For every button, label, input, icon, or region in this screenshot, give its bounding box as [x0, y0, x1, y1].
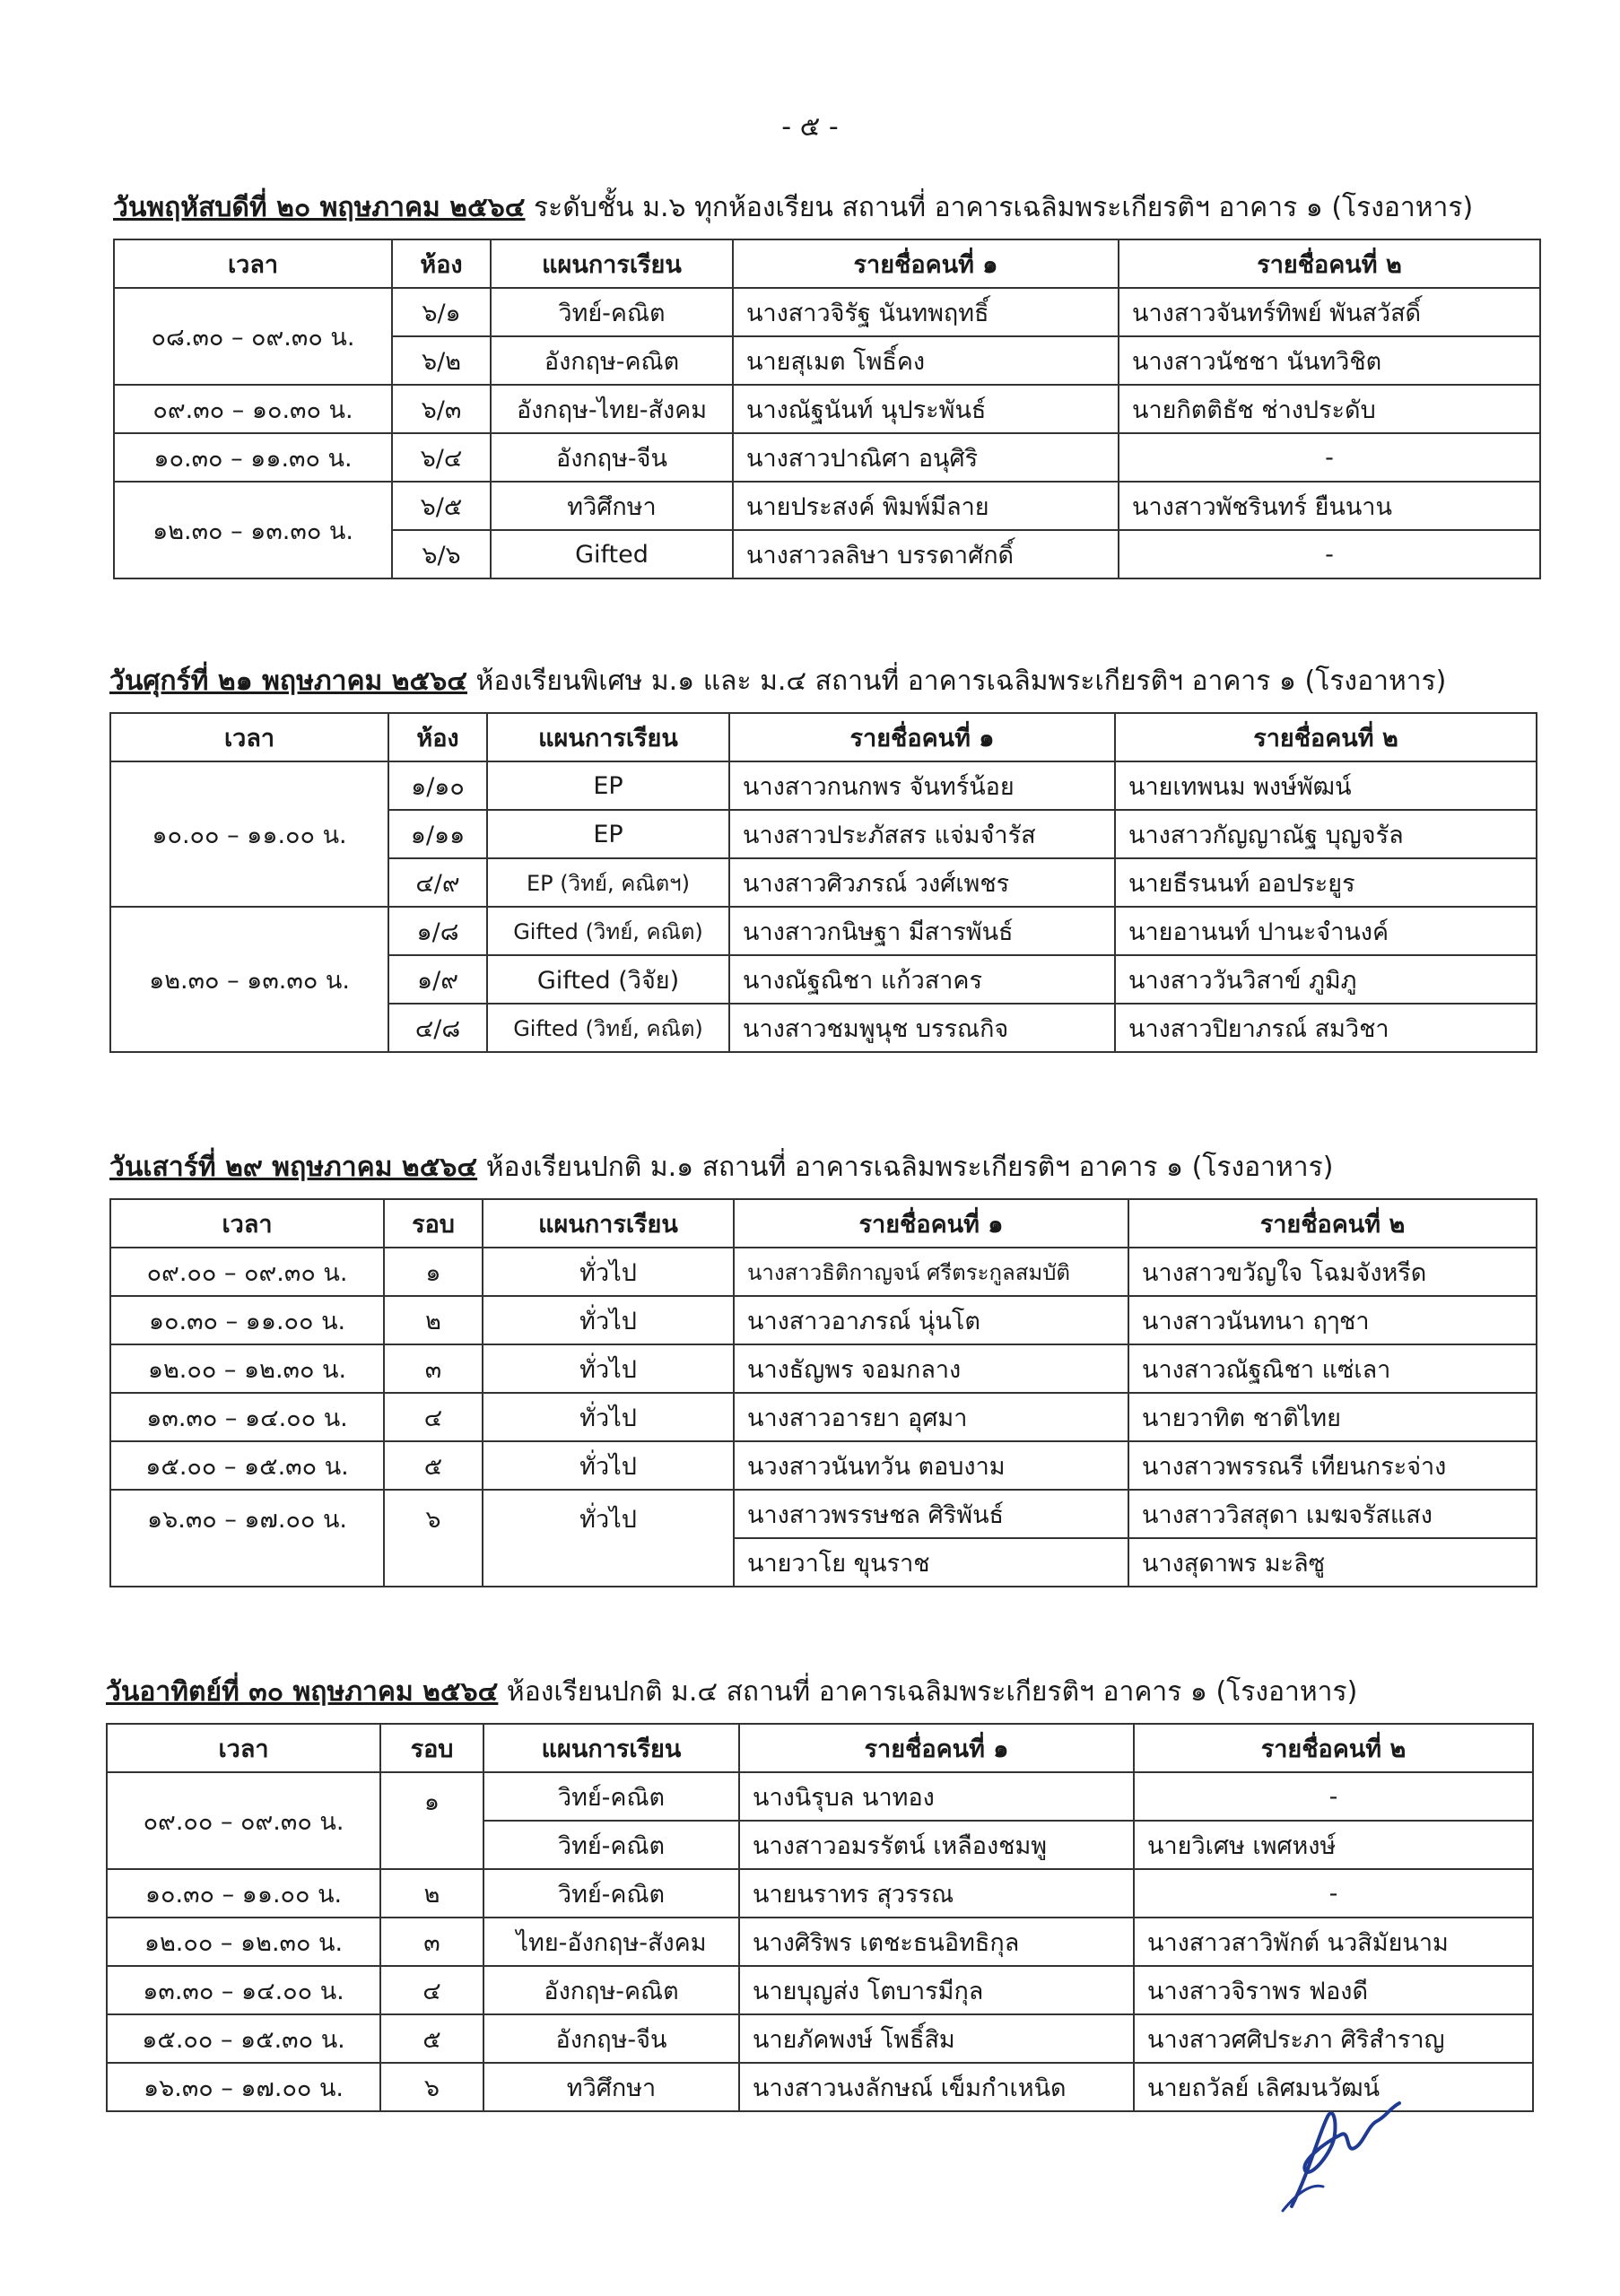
table-row	[114, 482, 1540, 530]
room-cell: ๖/๓	[392, 385, 491, 433]
column-header-person-2: รายชื่อคนที่ ๒	[1119, 239, 1540, 288]
person-1-cell: นายวาโย ขุนราช	[734, 1538, 1128, 1587]
round-cell: ๒	[384, 1296, 483, 1344]
program-cell: วิทย์-คณิต	[483, 1772, 739, 1821]
program-cell: อังกฤษ-จีน	[491, 433, 733, 482]
person-1-cell: นางสาวลลิษา บรรดาศักดิ์	[733, 530, 1119, 578]
round-cell: ๕	[380, 2014, 483, 2063]
column-header-program: แผนการเรียน	[487, 713, 729, 761]
person-1-cell: นางสาวพรรษชล ศิริพันธ์	[734, 1490, 1128, 1538]
round-cell: ๖	[380, 2063, 483, 2111]
column-header-person-2: รายชื่อคนที่ ๒	[1134, 1724, 1533, 1772]
round-cell: ๕	[384, 1441, 483, 1490]
table-row	[107, 2014, 1533, 2063]
table-row	[110, 1490, 1537, 1538]
round-cell: ๒	[380, 1869, 483, 1918]
table-row	[110, 761, 1537, 810]
person-1-cell: นายนราทร สุวรรณ	[739, 1869, 1134, 1918]
program-cell: อังกฤษ-ไทย-สังคม	[491, 385, 733, 433]
table-row	[107, 1772, 1533, 1821]
program-cell: EP (วิทย์, คณิตฯ)	[487, 858, 729, 907]
person-2-cell: นายอานนท์ ปานะจำนงค์	[1115, 907, 1537, 955]
person-2-cell: นายถวัลย์ เลิศมนวัฒน์	[1134, 2063, 1533, 2111]
person-2-cell: นายเทพนม พงษ์พัฒน์	[1115, 761, 1537, 810]
person-1-cell: นางสาวอมรรัตน์ เหลืองชมพู	[739, 1821, 1134, 1869]
program-cell: ทวิศึกษา	[491, 482, 733, 530]
time-cell: ๐๘.๓๐ – ๐๙.๓๐ น.	[114, 288, 392, 385]
program-cell: ทั่วไป	[483, 1248, 734, 1296]
table-row	[110, 1344, 1537, 1393]
person-1-cell: นางสาวอารยา อุศมา	[734, 1393, 1128, 1441]
person-2-cell: -	[1134, 1869, 1533, 1918]
person-1-cell: นายสุเมต โพธิ์คง	[733, 336, 1119, 385]
column-header-round: รอบ	[384, 1199, 483, 1248]
time-cell: ๑๐.๓๐ – ๑๑.๐๐ น.	[107, 1869, 380, 1918]
person-1-cell: นางนิรุบล นาทอง	[739, 1772, 1134, 1821]
room-cell: ๖/๒	[392, 336, 491, 385]
column-header-time: เวลา	[107, 1724, 380, 1772]
room-cell: ๑/๑๑	[388, 810, 487, 858]
column-header-room: ห้อง	[392, 239, 491, 288]
person-2-cell: นายธีรนนท์ ออประยูร	[1115, 858, 1537, 907]
person-2-cell: นางสาวณัฐณิชา แซ่เลา	[1128, 1344, 1537, 1393]
column-header-person-1: รายชื่อคนที่ ๑	[733, 239, 1119, 288]
program-cell: วิทย์-คณิต	[491, 288, 733, 336]
room-cell: ๔/๙	[388, 858, 487, 907]
time-cell: ๑๐.๓๐ – ๑๑.๐๐ น.	[110, 1296, 384, 1344]
person-2-cell: นางสาวกัญญาณัฐ บุญจรัล	[1115, 810, 1537, 858]
program-cell: ทั่วไป	[483, 1393, 734, 1441]
column-header-round: รอบ	[380, 1724, 483, 1772]
table-row	[110, 1441, 1537, 1490]
column-header-person-2: รายชื่อคนที่ ๒	[1128, 1199, 1537, 1248]
program-cell: อังกฤษ-จีน	[483, 2014, 739, 2063]
table-row	[107, 1966, 1533, 2014]
schedule-table	[113, 239, 1541, 579]
person-1-cell: นางสาวนงลักษณ์ เข็มกำเหนิด	[739, 2063, 1134, 2111]
person-2-cell: นางสาวนัชชา นันทวิชิต	[1119, 336, 1540, 385]
program-cell: Gifted (วิทย์, คณิต)	[487, 1004, 729, 1052]
table-row	[110, 907, 1537, 955]
time-cell: ๐๙.๐๐ – ๐๙.๓๐ น.	[107, 1772, 380, 1869]
person-2-cell: นางสาวจันทร์ทิพย์ พันสวัสดิ์	[1119, 288, 1540, 336]
person-1-cell: นางสาวปาณิศา อนุศิริ	[733, 433, 1119, 482]
time-cell: ๑๓.๓๐ – ๑๔.๐๐ น.	[110, 1393, 384, 1441]
time-cell: ๑๐.๓๐ – ๑๑.๓๐ น.	[114, 433, 392, 482]
column-header-room: ห้อง	[388, 713, 487, 761]
program-cell: ทั่วไป	[483, 1490, 734, 1587]
round-cell: ๓	[384, 1344, 483, 1393]
person-2-cell: นางสาวขวัญใจ โฉมจังหรีด	[1128, 1248, 1537, 1296]
page-number: - ๕ -	[781, 111, 839, 143]
room-cell: ๖/๕	[392, 482, 491, 530]
program-cell: อังกฤษ-คณิต	[491, 336, 733, 385]
person-1-cell: นางศิริพร เตชะธนอิทธิกุล	[739, 1918, 1134, 1966]
program-cell: อังกฤษ-คณิต	[483, 1966, 739, 2014]
person-2-cell: นางสาวปิยาภรณ์ สมวิชา	[1115, 1004, 1537, 1052]
schedule-table	[109, 712, 1537, 1053]
program-cell: ทั่วไป	[483, 1296, 734, 1344]
program-cell: Gifted	[491, 530, 733, 578]
section-description: ห้องเรียนปกติ ม.๑ สถานที่ อาคารเฉลิมพระเกียรติฯ อาคาร ๑ (โรงอาหาร)	[477, 1152, 1334, 1183]
person-2-cell: นายกิตติธัช ช่างประดับ	[1119, 385, 1540, 433]
time-cell: ๑๒.๐๐ – ๑๒.๓๐ น.	[110, 1344, 384, 1393]
section-description: ระดับชั้น ม.๖ ทุกห้องเรียน สถานที่ อาคารเฉลิมพระเกียรติฯ อาคาร ๑ (โรงอาหาร)	[525, 192, 1474, 223]
person-1-cell: นายประสงค์ พิมพ์มีลาย	[733, 482, 1119, 530]
person-1-cell: นายบุญส่ง โตบารมีกุล	[739, 1966, 1134, 2014]
time-cell: ๑๒.๐๐ – ๑๒.๓๐ น.	[107, 1918, 380, 1966]
person-2-cell: นางสาวพัชรินทร์ ยืนนาน	[1119, 482, 1540, 530]
time-cell: ๐๙.๐๐ – ๐๙.๓๐ น.	[110, 1248, 384, 1296]
table-row	[110, 1248, 1537, 1296]
table-row	[114, 433, 1540, 482]
schedule-section-saturday	[109, 1148, 1536, 1587]
section-date: วันเสาร์ที่ ๒๙ พฤษภาคม ๒๕๖๔	[109, 1152, 478, 1183]
person-2-cell: นางสุดาพร มะลิซู	[1128, 1538, 1537, 1587]
section-date: วันพฤหัสบดีที่ ๒๐ พฤษภาคม ๒๕๖๔	[113, 192, 526, 223]
round-cell: ๓	[380, 1918, 483, 1966]
program-cell: EP	[487, 810, 729, 858]
time-cell: ๑๒.๓๐ – ๑๓.๓๐ น.	[110, 907, 388, 1052]
table-header-row	[110, 713, 1537, 761]
table-row	[107, 1918, 1533, 1966]
person-2-cell: นางสาวพรรณรี เทียนกระจ่าง	[1128, 1441, 1537, 1490]
person-2-cell: -	[1119, 530, 1540, 578]
person-2-cell: นางสาววันวิสาข์ ภูมิภู	[1115, 955, 1537, 1004]
person-1-cell: นางณัฐณิชา แก้วสาคร	[729, 955, 1115, 1004]
program-cell: EP	[487, 761, 729, 810]
room-cell: ๖/๑	[392, 288, 491, 336]
column-header-program: แผนการเรียน	[491, 239, 733, 288]
schedule-section-friday	[109, 662, 1536, 1053]
person-1-cell: นางณัฐนันท์ นุประพันธ์	[733, 385, 1119, 433]
table-row	[114, 288, 1540, 336]
column-header-person-2: รายชื่อคนที่ ๒	[1115, 713, 1537, 761]
round-cell: ๔	[384, 1393, 483, 1441]
room-cell: ๑/๑๐	[388, 761, 487, 810]
program-cell: ทวิศึกษา	[483, 2063, 739, 2111]
person-1-cell: นางสาวกนกพร จันทร์น้อย	[729, 761, 1115, 810]
person-1-cell: นางสาวจิรัฐ นันทพฤทธิ์	[733, 288, 1119, 336]
person-1-cell: นายภัคพงษ์ โพธิ์สิม	[739, 2014, 1134, 2063]
table-row	[110, 1296, 1537, 1344]
person-2-cell: นางสาวจิราพร ฟองดี	[1134, 1966, 1533, 2014]
person-2-cell: นางสาวศศิประภา ศิริสำราญ	[1134, 2014, 1533, 2063]
table-header-row	[110, 1199, 1537, 1248]
person-1-cell: นางสาวอาภรณ์ นุ่นโต	[734, 1296, 1128, 1344]
time-cell: ๑๕.๐๐ – ๑๕.๓๐ น.	[110, 1441, 384, 1490]
table-row	[114, 385, 1540, 433]
section-heading	[109, 1148, 1536, 1187]
schedule-section-thursday	[113, 188, 1539, 579]
person-2-cell: นายวาทิต ชาติไทย	[1128, 1393, 1537, 1441]
round-cell: ๖	[384, 1490, 483, 1587]
program-cell: ไทย-อังกฤษ-สังคม	[483, 1918, 739, 1966]
room-cell: ๖/๖	[392, 530, 491, 578]
room-cell: ๑/๘	[388, 907, 487, 955]
table-header-row	[114, 239, 1540, 288]
person-1-cell: นางสาวธิติกาญจน์ ศรีตระกูลสมบัติ	[734, 1248, 1128, 1296]
person-2-cell: นางสาววิสสุดา เมฆจรัสแสง	[1128, 1490, 1537, 1538]
program-cell: ทั่วไป	[483, 1344, 734, 1393]
person-2-cell: นายวิเศษ เพศหงษ์	[1134, 1821, 1533, 1869]
person-1-cell: นางสาวประภัสสร แจ่มจำรัส	[729, 810, 1115, 858]
program-cell: วิทย์-คณิต	[483, 1869, 739, 1918]
person-1-cell: นวงสาวนันทวัน ตอบงาม	[734, 1441, 1128, 1490]
table-row	[110, 1393, 1537, 1441]
column-header-program: แผนการเรียน	[483, 1199, 734, 1248]
person-2-cell: -	[1119, 433, 1540, 482]
person-2-cell: นางสาวสาวิพักต์ นวสิมัยนาม	[1134, 1918, 1533, 1966]
time-cell: ๑๓.๓๐ – ๑๔.๐๐ น.	[107, 1966, 380, 2014]
section-heading	[113, 188, 1539, 228]
program-cell: วิทย์-คณิต	[483, 1821, 739, 1869]
person-2-cell: -	[1134, 1772, 1533, 1821]
column-header-person-1: รายชื่อคนที่ ๑	[729, 713, 1115, 761]
section-date: วันศุกร์ที่ ๒๑ พฤษภาคม ๒๕๖๔	[109, 665, 468, 697]
room-cell: ๔/๘	[388, 1004, 487, 1052]
time-cell: ๑๒.๓๐ – ๑๓.๓๐ น.	[114, 482, 392, 578]
section-date: วันอาทิตย์ที่ ๓๐ พฤษภาคม ๒๕๖๔	[106, 1676, 499, 1708]
column-header-program: แผนการเรียน	[483, 1724, 739, 1772]
time-cell: ๑๕.๐๐ – ๑๕.๓๐ น.	[107, 2014, 380, 2063]
section-heading	[106, 1673, 1532, 1712]
signature-mark	[1256, 2081, 1408, 2215]
table-header-row	[107, 1724, 1533, 1772]
program-cell: Gifted (วิทย์, คณิต)	[487, 907, 729, 955]
column-header-time: เวลา	[110, 713, 388, 761]
schedule-table	[106, 1723, 1534, 2112]
column-header-person-1: รายชื่อคนที่ ๑	[734, 1199, 1128, 1248]
room-cell: ๑/๙	[388, 955, 487, 1004]
schedule-section-sunday	[106, 1673, 1532, 2112]
column-header-time: เวลา	[110, 1199, 384, 1248]
program-cell: Gifted (วิจัย)	[487, 955, 729, 1004]
column-header-person-1: รายชื่อคนที่ ๑	[739, 1724, 1134, 1772]
column-header-time: เวลา	[114, 239, 392, 288]
time-cell: ๑๐.๐๐ – ๑๑.๐๐ น.	[110, 761, 388, 907]
time-cell: ๐๙.๓๐ – ๑๐.๓๐ น.	[114, 385, 392, 433]
schedule-table	[109, 1198, 1537, 1587]
table-row	[107, 1869, 1533, 1918]
time-cell: ๑๖.๓๐ – ๑๗.๐๐ น.	[110, 1490, 384, 1587]
person-1-cell: นางสาวศิวภรณ์ วงศ์เพชร	[729, 858, 1115, 907]
person-1-cell: นางสาวกนิษฐา มีสารพันธ์	[729, 907, 1115, 955]
round-cell: ๔	[380, 1966, 483, 2014]
time-cell: ๑๖.๓๐ – ๑๗.๐๐ น.	[107, 2063, 380, 2111]
round-cell: ๑	[384, 1248, 483, 1296]
room-cell: ๖/๔	[392, 433, 491, 482]
person-2-cell: นางสาวนันทนา ฤๅชา	[1128, 1296, 1537, 1344]
program-cell: ทั่วไป	[483, 1441, 734, 1490]
section-description: ห้องเรียนปกติ ม.๔ สถานที่ อาคารเฉลิมพระเกียรติฯ อาคาร ๑ (โรงอาหาร)	[498, 1676, 1358, 1708]
section-description: ห้องเรียนพิเศษ ม.๑ และ ม.๔ สถานที่ อาคารเฉลิมพระเกียรติฯ อาคาร ๑ (โรงอาหาร)	[467, 665, 1447, 697]
person-1-cell: นางธัญพร จอมกลาง	[734, 1344, 1128, 1393]
section-heading	[109, 662, 1536, 701]
person-1-cell: นางสาวชมพูนุช บรรณกิจ	[729, 1004, 1115, 1052]
round-cell: ๑	[380, 1772, 483, 1869]
